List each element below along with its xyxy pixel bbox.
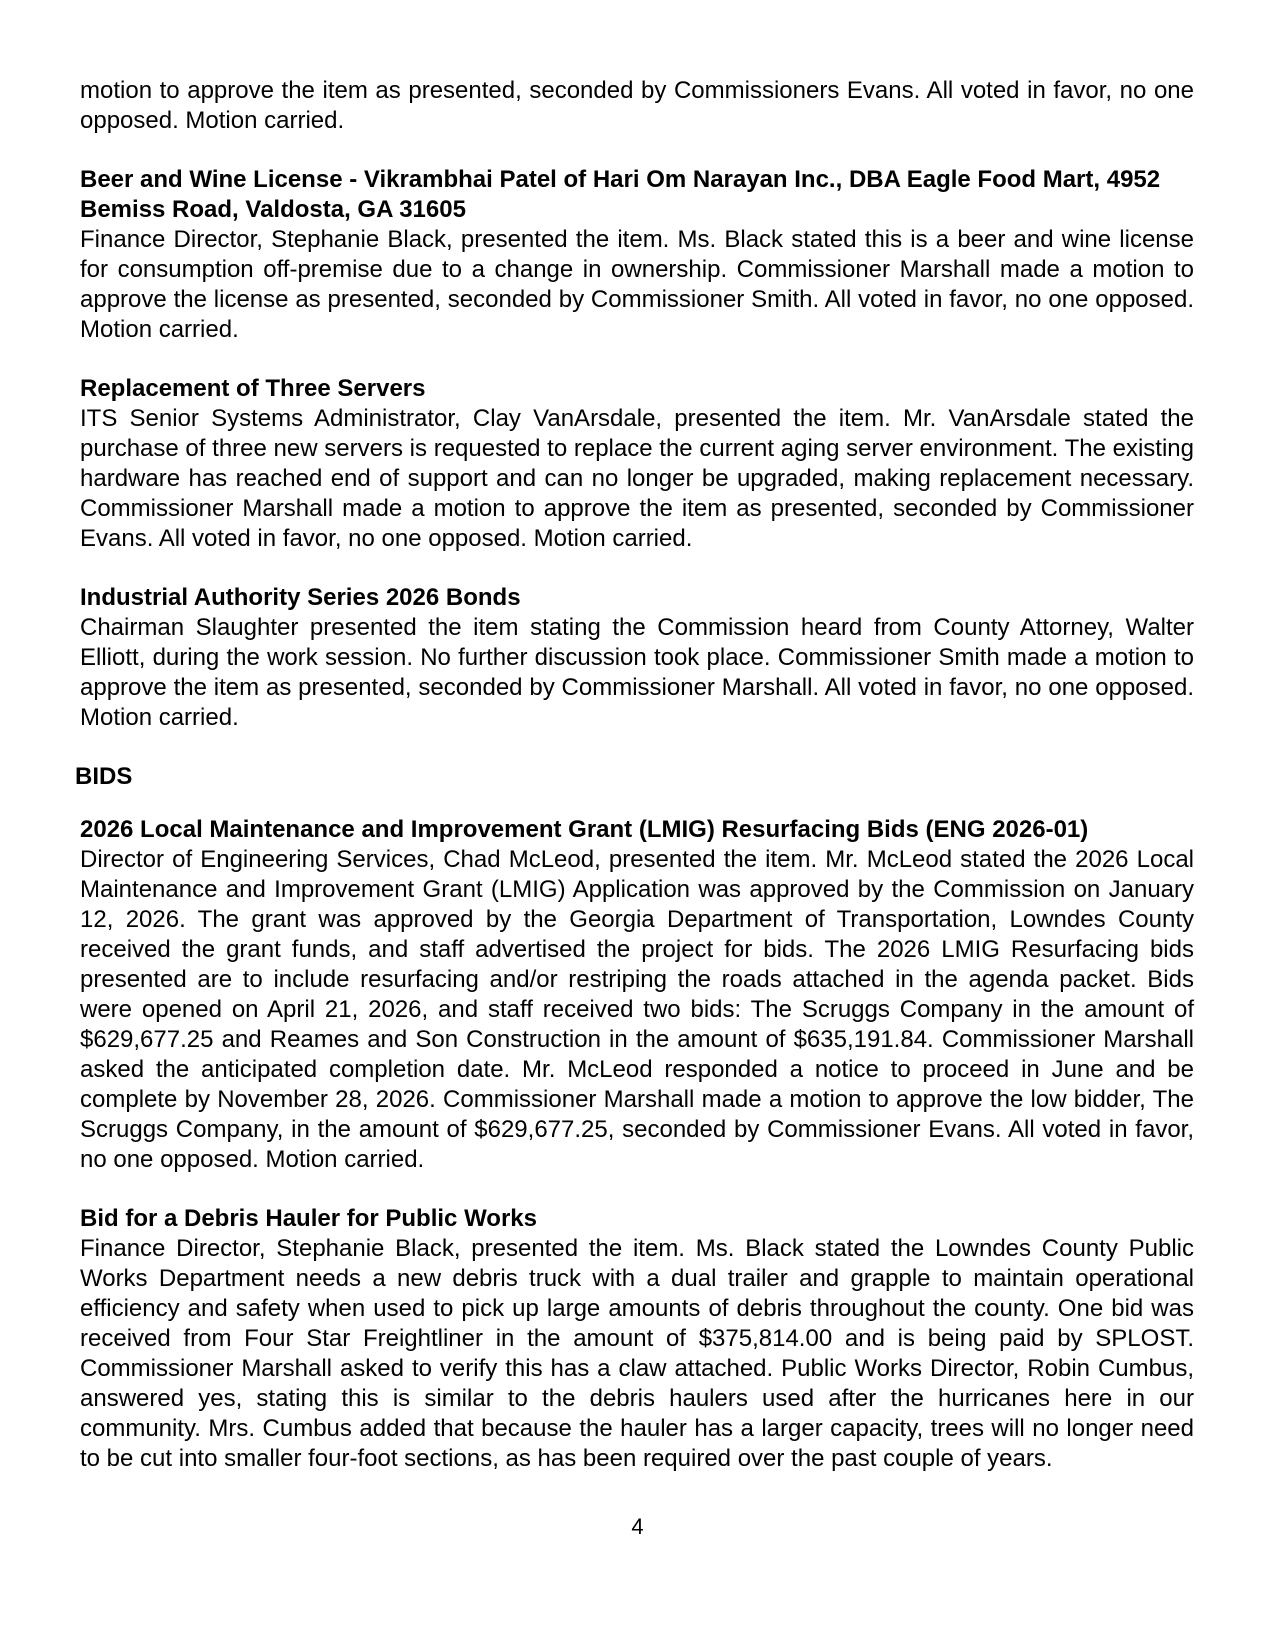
body-paragraph-lmig-resurfacing-bids: Director of Engineering Services, Chad McLeod, presented the item. Mr. McLeod stated the 2026 Local Maintenance and Improvement Grant (LMIG) Application was approved by the Commission on January 12, 2026. The grant was approved by the Georgia Department of Transportation, Lowndes County received the grant funds, and staff advertised the project for bids. The 2026 LMIG Resurfacing bids presented are to include resurfacing and/or restriping the roads attached in the agenda packet. Bids were opened on April 21, 2026, and staff received two bids: The Scruggs Company in the amount of $629,677.25 and Reames and Son Construction in the amount of $635,191.84. Commissioner Marshall asked the anticipated completion date. Mr. McLeod responded a notice to proceed in June and be complete by November 28, 2026. Commissioner Marshall made a motion to approve the low bidder, The Scruggs Company, in the amount of $629,677.25, seconded by Commissioner Evans. All voted in favor, no one opposed. Motion carried. — [80, 846, 1194, 1173]
heading-replacement-servers: Replacement of Three Servers — [80, 375, 426, 402]
section-heading-bids: BIDS — [75, 763, 133, 790]
page-number: 4 — [631, 1514, 644, 1539]
body-paragraph-beer-wine-license: Finance Director, Stephanie Black, presented the item. Ms. Black stated this is a beer and wine license for consumption off-premise due to a change in ownership. Commissioner Marshall made a motion to approve the license as presented, seconded by Commissioner Smith. All voted in favor, no one opposed. Motion carried. — [80, 226, 1194, 343]
body-paragraph-replacement-servers: ITS Senior Systems Administrator, Clay VanArsdale, presented the item. Mr. VanArsdale stated the purchase of three new servers is requested to replace the current aging server environment. The existing hardware has reached end of support and can no longer be upgraded, making replacement necessary. Commissioner Marshall made a motion to approve the item as presented, seconded by Commissioner Evans. All voted in favor, no one opposed. Motion carried. — [80, 405, 1194, 552]
heading-debris-hauler-bid: Bid for a Debris Hauler for Public Works — [80, 1205, 537, 1232]
body-paragraph-industrial-authority-bonds: Chairman Slaughter presented the item stating the Commission heard from County Attorney, Walter Elliott, during the work session. No further discussion took place. Commissioner Smith made a motion to approve the item as presented, seconded by Commissioner Marshall. All voted in favor, no one opposed. Motion carried. — [80, 614, 1194, 731]
body-paragraph-motion-continuation: motion to approve the item as presented, seconded by Commissioners Evans. All voted in favor, no one opposed. Motion carried. — [80, 77, 1194, 134]
body-paragraph-debris-hauler-bid: Finance Director, Stephanie Black, presented the item. Ms. Black stated the Lowndes County Public Works Department needs a new debris truck with a dual trailer and grapple to maintain operational efficiency and safety when used to pick up large amounts of debris throughout the county. One bid was received from Four Star Freightliner in the amount of $375,814.00 and is being paid by SPLOST. Commissioner Marshall asked to verify this has a claw attached. Public Works Director, Robin Cumbus, answered yes, stating this is similar to the debris haulers used after the hurricanes here in our community. Mrs. Cumbus added that because the hauler has a larger capacity, trees will no longer need to be cut into smaller four-foot sections, as has been required over the past couple of years. — [80, 1235, 1194, 1472]
heading-lmig-resurfacing-bids: 2026 Local Maintenance and Improvement Grant (LMIG) Resurfacing Bids (ENG 2026-01) — [80, 816, 1089, 843]
heading-beer-wine-license: Beer and Wine License - Vikrambhai Patel of Hari Om Narayan Inc., DBA Eagle Food Mart, 4952 Bemiss Road, Valdosta, GA 31605 — [80, 166, 1161, 223]
heading-industrial-authority-bonds: Industrial Authority Series 2026 Bonds — [80, 584, 521, 611]
document-page — [75, 76, 1194, 1474]
